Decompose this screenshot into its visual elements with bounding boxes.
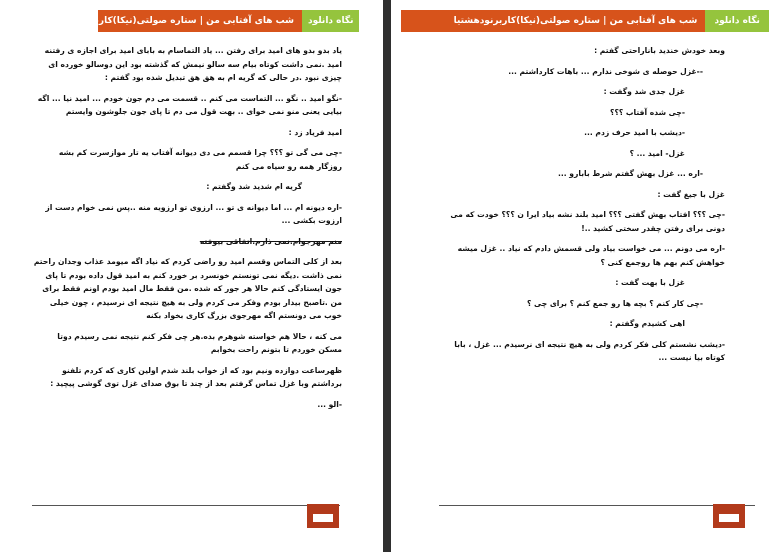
page-header <box>401 10 769 32</box>
footer-rule <box>32 505 340 506</box>
paragraph: -چی می گی تو ؟؟؟ چرا قسمم می دی دیوانه آفتاب یه تار موازسرت کم بشه روزگار همه رو سیاه می کنم <box>58 148 342 171</box>
paragraph: -الو ... <box>317 399 342 409</box>
paragraph: یاد بدو بدو های امید برای رفتن ... یاد التماسام به بابای امید برای اجازه ی رفتنه امید .نمی داشت کوتاه بیام سه سالو نیمش که گذشته بود این دوسالو خورده ای چیزی نبود .در حالی که گریه ام به هق هق تبدیل شده بود گفتم : <box>44 46 342 82</box>
paragraph: وبعد خودش خندید باناراحتی گفتم : <box>594 46 725 55</box>
paragraph: -چی کار کنم ؟ بچه ها رو جمع کنم ؟ برای چی ؟ <box>526 298 703 308</box>
left-page <box>0 0 383 552</box>
paragraph: ظهرساعت دوازده ونیم بود که از خواب بلند شدم اولین کاری که کردم تلفنو برداشتم وبا غزل تماس گرفتم بعد از چند تا بوق صدای غزل توی گوشی پیچید : <box>50 365 342 388</box>
paragraph: -چی ؟؟؟ افتاب بهش گفتی ؟؟؟ امید بلند نشه بیاد ایرا ن ؟؟؟ خودت که می دونی برای رفتن چقدر سختی کشید ..! <box>450 210 725 233</box>
page-header <box>50 10 358 32</box>
header-brand: نگاه دانلود <box>302 10 359 32</box>
paragraph: -دیشب نشستم کلی فکر کردم ولی به هیچ نتیجه ای نرسیدم ... غزل ، بابا کوتاه بیا نیست ... <box>454 339 725 362</box>
header-brand: نگاه دانلود <box>705 10 769 32</box>
paragraph: --غزل حوصله ی شوخی ندارم ... باهات کارداشتم ... <box>508 66 703 76</box>
book-spine <box>383 0 391 552</box>
paragraph: غزل با جیغ گفت : <box>657 189 725 199</box>
page-number-box <box>713 504 745 528</box>
page-body <box>439 44 725 372</box>
paragraph: -اره ... غزل بهش گفتم شرط بابارو ... <box>557 169 703 178</box>
paragraph: اهی کشیدم وگفتم : <box>609 319 685 328</box>
header-title: شب های آفتابی من | ستاره صولتی(نیکا)کاربرنودهشتیا <box>98 10 302 32</box>
header-title: شب های آفتابی من | ستاره صولتی(نیکا)کاربرنودهشتیا <box>401 10 705 32</box>
page-body <box>32 44 342 418</box>
paragraph: غزل جدی شد وگفت : <box>603 87 685 96</box>
paragraph: بعد از کلی التماس وقسم امید رو راضی کردم که نیاد اگه میومد عذاب وجدان راحتم نمی ذاشت .دیگه نمی تونستم خونسرد بر خورد کنم به امید قول داده بودم تا پای جون ایستادگی کنم حالا هر جور که شده .من فقط مال امید بودم اونم فقط برای من .تاصبح بیدار بودم وفکر می کردم ولی به هیچ نتیجه ای نرسیدم ، چون خیلی خوب می دونستم اگه مهرجوی بزرگ کاری بخواد بکنه <box>33 257 342 320</box>
paragraph: -اره دیونه ام ... اما دیوانه ی تو ... ارزوی تو ارزویه منه ..پس نمی خوام دست از ارزوت بکشی ... <box>45 202 342 225</box>
right-page <box>391 0 778 552</box>
paragraph: امید فریاد زد : <box>288 127 342 137</box>
paragraph: می کنه ، حالا هم خواسته شوهرم بده.هر چی فکر کنم نتیجه نمی رسیدم دوتا مسکن خوردم تا بتونم راحت بخوابم <box>57 331 342 354</box>
paragraph: -اره می دونم ... می خواست بیاد ولی قسمش دادم که نیاد .. غزل میشه خواهش کنم بهم ها روجمع کنی ؟ <box>457 244 725 267</box>
page-number-box <box>307 504 339 528</box>
paragraph: غزل- امید ... ؟ <box>629 148 685 158</box>
footer-rule <box>439 505 755 506</box>
paragraph: غزل با بهت گفت : <box>615 278 685 287</box>
paragraph: منم مهرجوام.نمی ذارم.اتفاقی بیوفته <box>199 236 342 246</box>
paragraph: -چی شده آفتاب ؟؟؟ <box>610 107 685 117</box>
paragraph: -دیشب با امید حرف زدم ... <box>584 128 685 137</box>
paragraph: گریه ام شدید شد وگفتم : <box>206 182 302 191</box>
paragraph: -نگو امید .. نگو ... التماست می کنم .. قسمت می دم جون خودم ... امید نیا ... اگه بیایی یعنی منو نمی خوای .. بهت قول می دم تا پای جون جلوشون وایستم <box>37 93 342 116</box>
